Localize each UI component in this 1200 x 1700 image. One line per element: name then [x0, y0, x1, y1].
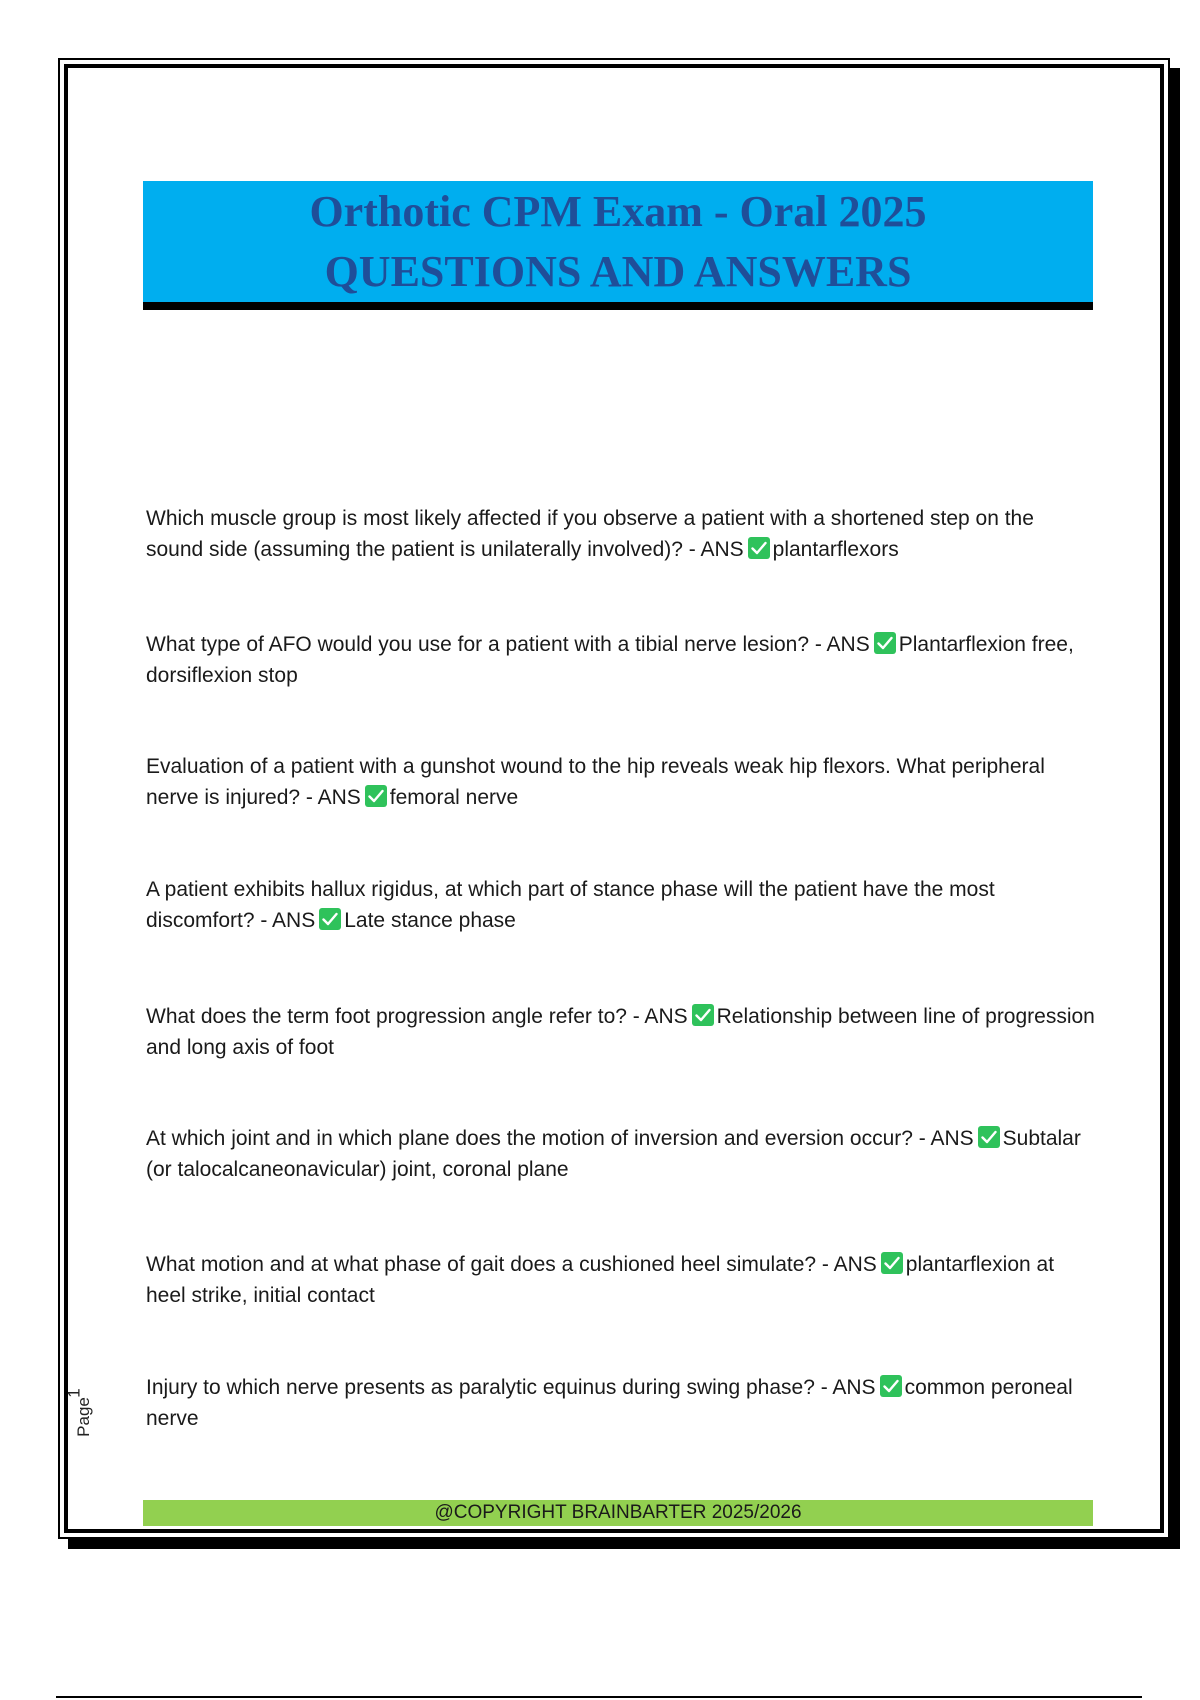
qa-item [146, 1372, 1096, 1434]
check-mark-icon [880, 1375, 902, 1397]
page-number: 1 [64, 1388, 84, 1398]
check-mark-icon [874, 632, 896, 654]
qa-item [146, 874, 1096, 936]
question-text: Which muscle group is most likely affected if you observe a patient with a shortened step on the sound side (assuming the patient is unilaterally involved)? - ANS [146, 507, 1034, 561]
copyright-footer [143, 1500, 1093, 1526]
title-banner [143, 181, 1093, 310]
question-text: Injury to which nerve presents as paralytic equinus during swing phase? - ANS [146, 1376, 876, 1399]
qa-item [146, 1123, 1096, 1185]
question-text: What type of AFO would you use for a patient with a tibial nerve lesion? - ANS [146, 633, 870, 656]
question-text: A patient exhibits hallux rigidus, at which part of stance phase will the patient have the most discomfort? - ANS [146, 878, 995, 932]
answer-text: Relationship between line of progression and long axis of foot [146, 1005, 1095, 1059]
bottom-divider [56, 1696, 1142, 1698]
answer-text: plantarflexion at heel strike, initial contact [146, 1253, 1055, 1307]
check-mark-icon [881, 1252, 903, 1274]
answer-text: plantarflexors [772, 538, 899, 561]
page-number-label [66, 1385, 100, 1445]
check-mark-icon [319, 908, 341, 930]
question-text: At which joint and in which plane does the motion of inversion and eversion occur? - ANS [146, 1127, 974, 1150]
answer-text: common peroneal nerve [146, 1376, 1073, 1430]
question-text: Evaluation of a patient with a gunshot wound to the hip reveals weak hip flexors. What peripheral nerve is injured? - ANS [146, 755, 1045, 809]
qa-item [146, 1001, 1096, 1063]
check-mark-icon [692, 1004, 714, 1026]
answer-text: Plantarflexion free, dorsiflexion stop [146, 633, 1074, 687]
document-title-line-2: QUESTIONS AND ANSWERS [324, 246, 912, 296]
copyright-text: @COPYRIGHT BRAINBARTER 2025/2026 [434, 1502, 802, 1523]
qa-item [146, 1249, 1096, 1311]
answer-text: Late stance phase [344, 909, 516, 932]
question-text: What motion and at what phase of gait does a cushioned heel simulate? - ANS [146, 1253, 877, 1276]
qa-item [146, 751, 1096, 813]
check-mark-icon [365, 785, 387, 807]
check-mark-icon [748, 537, 770, 559]
check-mark-icon [978, 1126, 1000, 1148]
answer-text: femoral nerve [389, 786, 519, 809]
answer-text: Subtalar (or talocalcaneonavicular) joint, coronal plane [146, 1127, 1081, 1181]
qa-item [146, 503, 1096, 565]
question-text: What does the term foot progression angle refer to? - ANS [146, 1005, 688, 1028]
page-label-text: Page [73, 1397, 93, 1437]
document-title-line-1: Orthotic CPM Exam - Oral 2025 [309, 186, 927, 236]
qa-item [146, 629, 1096, 691]
